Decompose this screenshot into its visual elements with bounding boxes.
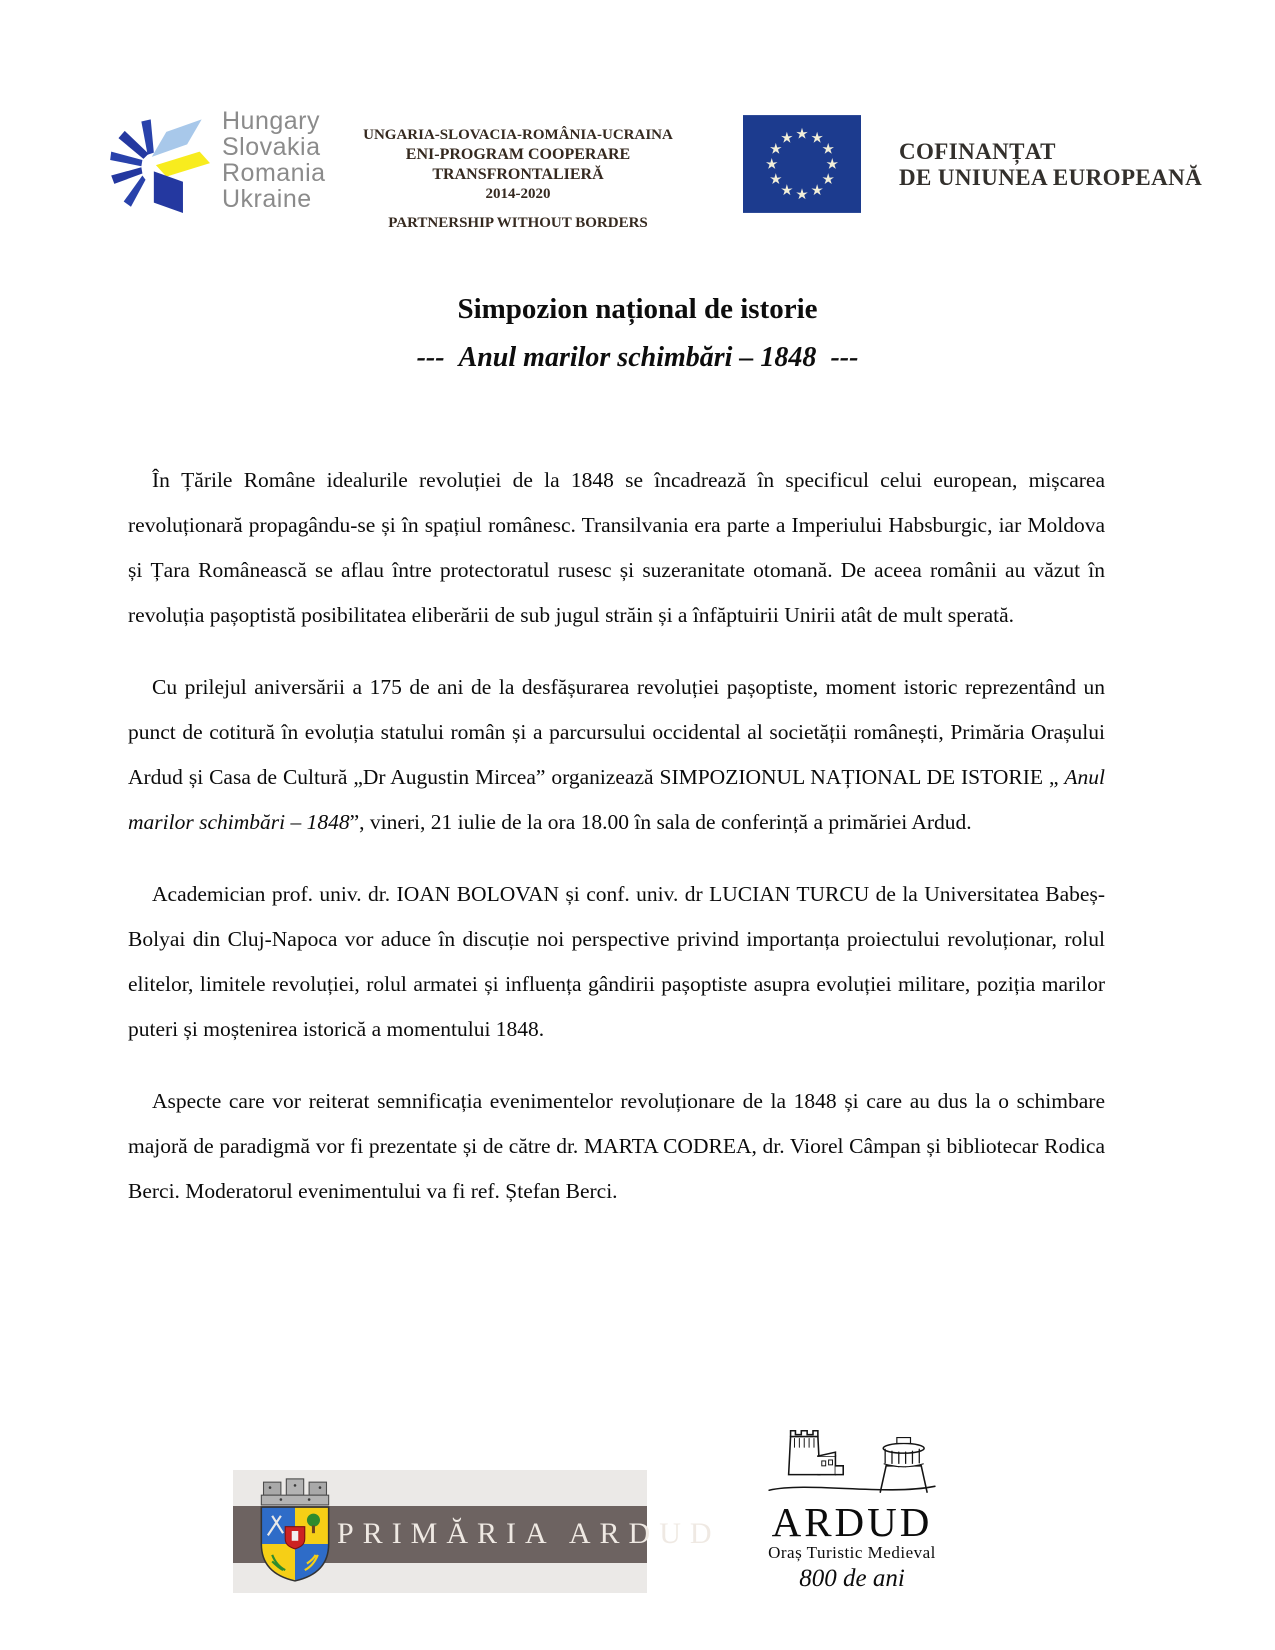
ardud-logo-name: ARDUD [771,1499,933,1545]
program-title-block [322,126,714,233]
paragraph-event-pre: Cu prilejul aniversării a 175 de ani de la desfășurarea revoluției pașoptiste, moment istoric reprezentând un punct de cotitură în evoluția statului român și a parcursului occidental al societății românești, Primăria Orașului Ardud și Casa de Cultură „Dr Augustin Mircea” organizează SIMPOZIONUL NAȚIONAL DE ISTORIE „ [128,675,1105,789]
cofinance-line-2: DE UNIUNEA EUROPEANĂ [899,165,1203,190]
paragraph-closing-text: Aspecte care vor reiterat semnificația evenimentelor revoluționare de la 1848 și care au dus la o schimbare majoră de paradigmă vor fi prezentate și de către dr. MARTA CODREA, dr. Viorel Câmpan și bibliotecar Rodica Berci. Moderatorul evenimentului va fi ref. Ștefan Berci. [128,1089,1105,1203]
ardud-coat-of-arms-icon [257,1475,333,1587]
document-body [128,458,1105,1241]
eni-country-romania: Romania [222,159,326,187]
subtitle-text: Anul marilor schimbări – 1848 [458,342,817,373]
cofinance-line-1: COFINANȚAT [899,139,1056,164]
eni-country-hungary: Hungary [222,107,320,135]
paragraph-intro-text: În Țările Române idealurile revoluției de la 1848 se încadrează în specificul celui european, mișcarea revoluționară propagându-se și în spațiul românesc. Transilvania era parte a Imperiului Habsburgic, iar Moldova și Țara Românească se aflau între protectoratul rusesc și suzeranitate otomană. De aceea românii au văzut în revoluția pașoptistă posibilitatea eliberării de sub jugul străin și a înfăptuirii Unirii atât de mult sperată. [128,468,1105,627]
primaria-ardud-logo [233,1470,721,1593]
ardud-logo-tagline: Oraș Turistic Medieval [768,1543,936,1562]
primaria-label: PRIMĂRIA ARDUD [337,1517,721,1550]
paragraph-speakers-text: Academician prof. univ. dr. IOAN BOLOVAN și conf. univ. dr LUCIAN TURCU de la Universitatea Babeș-Bolyai din Cluj-Napoca vor aduce în discuție noi perspective privind importanța proiectului revoluționar, rolul elitelor, limitele revoluției, rolul armatei și influența gândirii pașoptiste asupra evoluției militare, poziția marilor puteri și moștenirea istorică a momentului 1848. [128,882,1105,1041]
cofinance-label [899,139,1202,191]
program-name-line: ENI-PROGRAM COOPERARE TRANSFRONTALIERĂ [405,146,631,183]
ardud-town-logo [752,1420,952,1593]
eni-country-list [222,108,326,212]
eu-flag-icon [743,115,861,213]
paragraph-event-title-italic: Anul marilor schimbări – 1848 [128,765,1105,834]
subtitle-dash-left: --- [416,342,445,373]
program-period-line: 2014-2020 [485,186,551,202]
eni-pinwheel-icon [106,108,210,214]
program-motto-line: PARTNERSHIP WITHOUT BORDERS [388,215,648,231]
page-title: Simpozion național de istorie [457,293,818,325]
page-subtitle [0,342,1275,374]
program-countries-line: UNGARIA-SLOVACIA-ROMÂNIA-UCRAINA [363,127,673,143]
eni-country-ukraine: Ukraine [222,185,312,213]
paragraph-closing [128,1079,1105,1214]
eni-country-slovakia: Slovakia [222,133,321,161]
ardud-logo-anniversary: 800 de ani [799,1565,905,1592]
paragraph-event-post: ”, vineri, 21 iulie de la ora 18.00 în sala de conferință a primăriei Ardud. [349,810,972,834]
paragraph-intro [128,458,1105,638]
subtitle-dash-right: --- [830,342,859,373]
paragraph-event [128,665,1105,845]
paragraph-speakers [128,872,1105,1052]
medieval-towers-icon [757,1420,947,1498]
